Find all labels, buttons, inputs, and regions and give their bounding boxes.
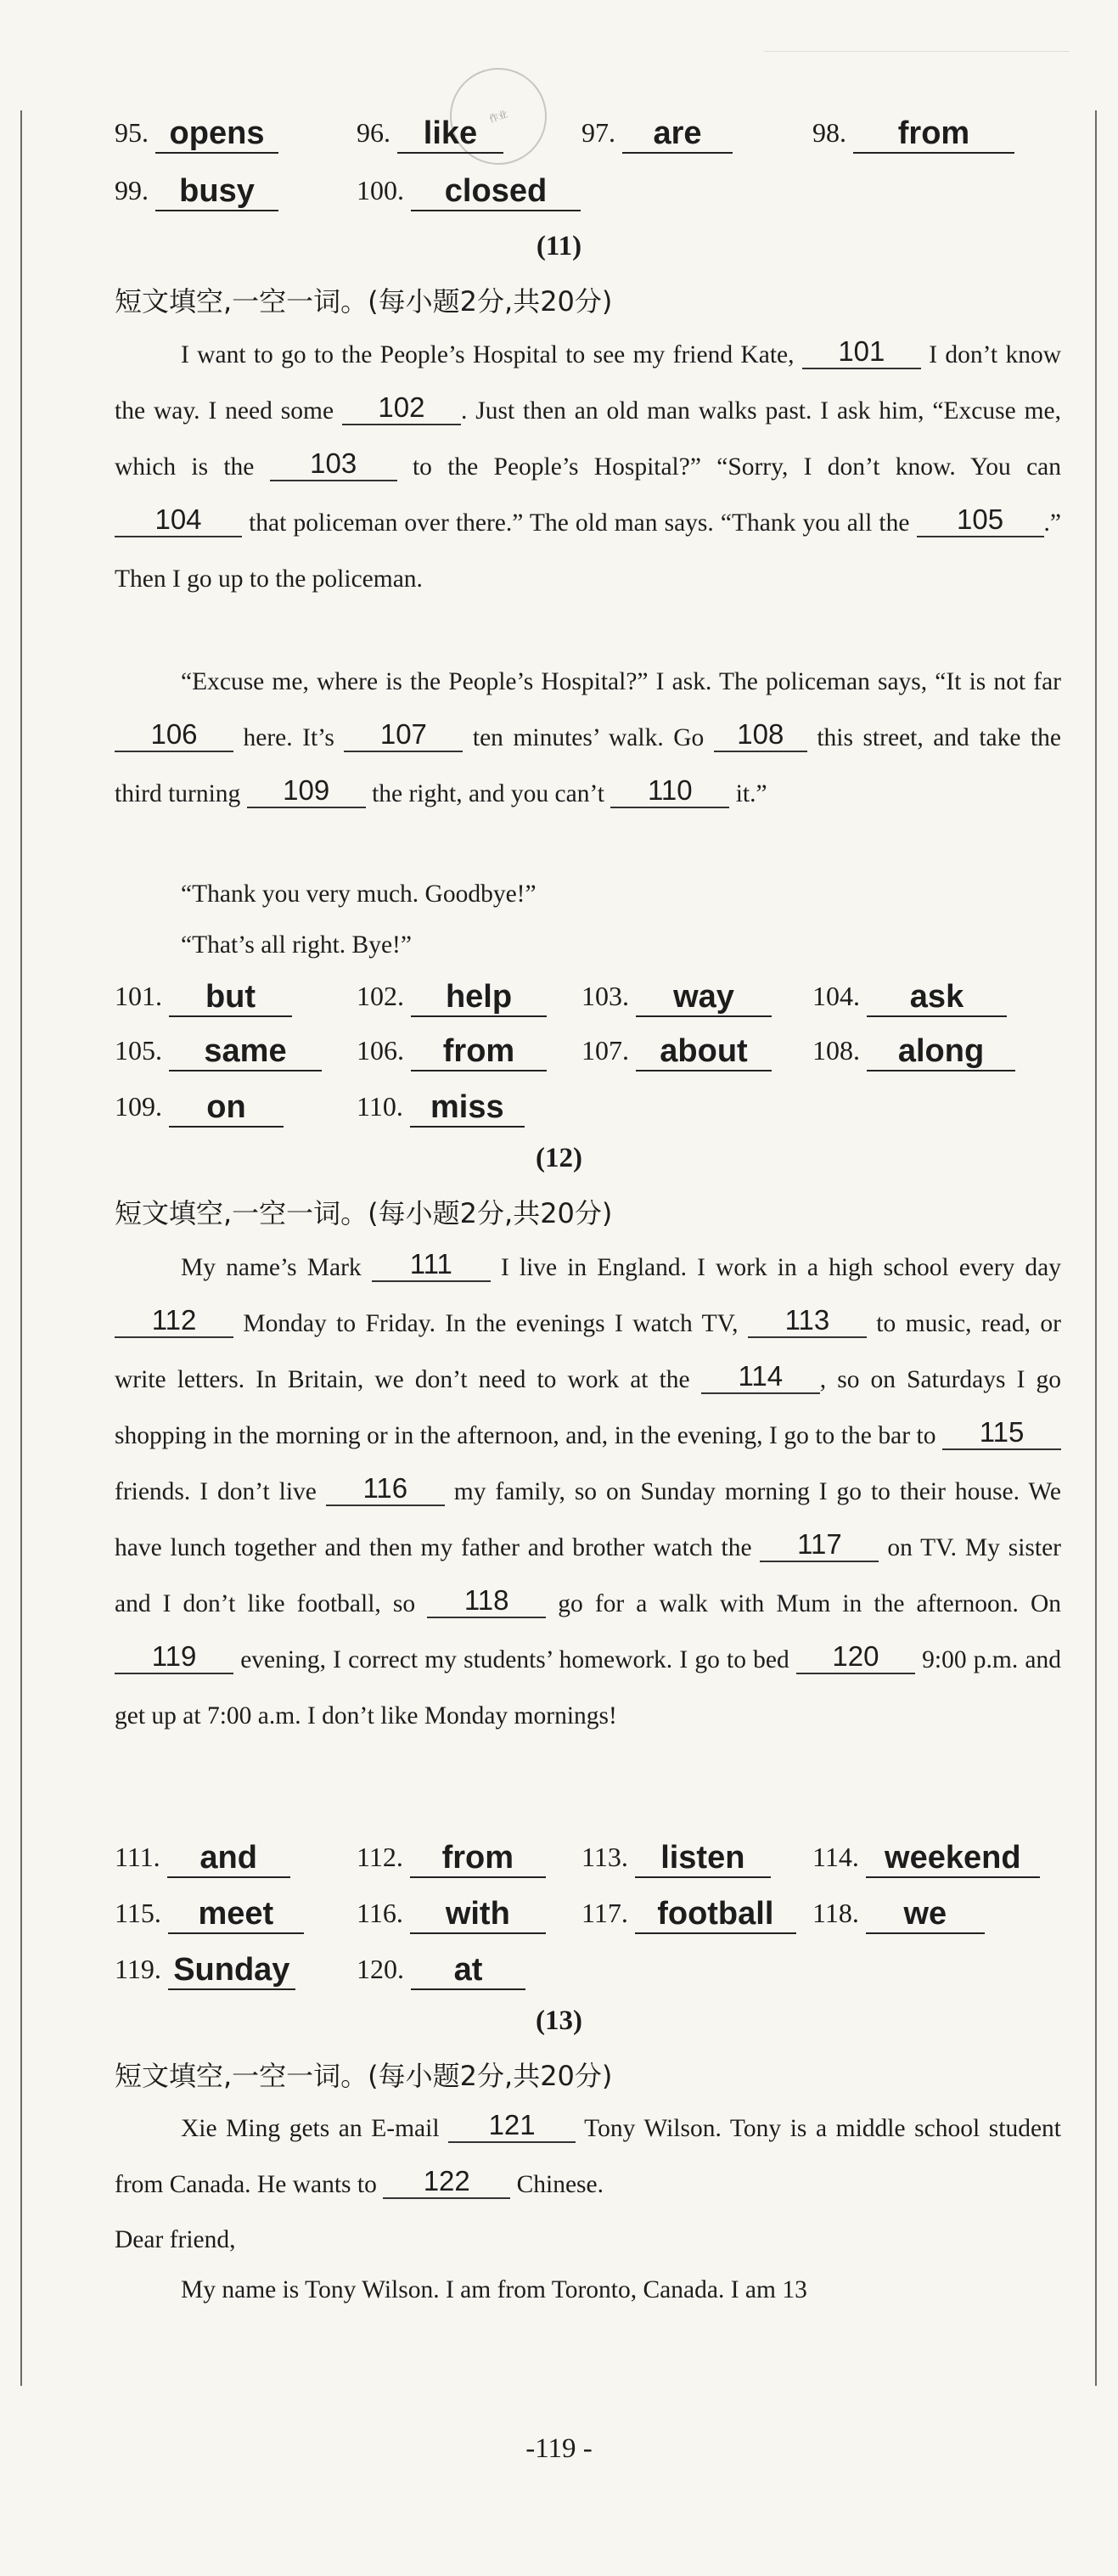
blank-122: 122	[383, 2165, 510, 2199]
blank-112: 112	[115, 1304, 233, 1338]
blank-116: 116	[326, 1472, 445, 1506]
answer-word: closed	[411, 172, 581, 211]
passage-text: go for a walk with Mum in the afternoon. On	[558, 1590, 1062, 1617]
passage-text: . Just then an old man walks past. I ask him, “Excuse me, which is the	[115, 397, 1062, 481]
dialogue-line-bye: “That’s all right. Bye!”	[181, 931, 412, 959]
section-12-heading: (12)	[536, 1143, 582, 1173]
letter-greeting: Dear friend,	[115, 2226, 236, 2253]
answer-114	[812, 1839, 1040, 1878]
answer-99	[115, 172, 278, 211]
blank-109: 109	[247, 774, 366, 808]
answer-number: 101.	[115, 981, 162, 1011]
answer-word: miss	[410, 1088, 525, 1128]
answer-word: about	[636, 1032, 772, 1071]
answer-120	[357, 1951, 525, 1990]
answer-word: opens	[155, 115, 278, 154]
blank-108: 108	[714, 718, 807, 752]
answer-word: with	[410, 1895, 546, 1934]
answer-103	[581, 978, 772, 1017]
blank-113: 113	[748, 1304, 867, 1338]
stamp-text: 作业	[487, 109, 509, 126]
passage-text: .” Then I go up to the policeman.	[115, 509, 1061, 593]
passage-text: 9:00 p.m. and get up at 7:00 a.m. I don’t like Monday mornings!	[115, 1646, 1061, 1730]
answer-number: 98.	[812, 117, 846, 148]
passage-text: ten minutes’ walk. Go	[472, 724, 705, 751]
answer-95	[115, 115, 278, 154]
section-12-paragraph-1	[115, 1240, 1061, 1744]
answer-105	[115, 1032, 322, 1071]
blank-111: 111	[372, 1248, 491, 1282]
answer-number: 106.	[357, 1035, 404, 1066]
answer-number: 117.	[581, 1898, 628, 1928]
bleed-through-line	[764, 51, 1070, 52]
blank-105: 105	[917, 503, 1044, 537]
answer-word: same	[169, 1032, 322, 1071]
answer-word: but	[169, 978, 292, 1017]
passage-text: My name’s Mark	[181, 1254, 362, 1281]
answer-number: 103.	[581, 981, 629, 1011]
answer-word: football	[635, 1895, 796, 1934]
answer-word: busy	[155, 172, 278, 211]
answer-row-119-120	[115, 1951, 1074, 2002]
answer-word: from	[410, 1839, 546, 1878]
answer-110	[357, 1088, 525, 1128]
answer-97	[581, 115, 733, 154]
passage-text: my family, so on Sunday morning I go to their house. We have lunch together and then my father and brother watch the	[115, 1478, 1061, 1561]
answer-number: 107.	[581, 1035, 629, 1066]
answer-106	[357, 1032, 547, 1071]
answer-number: 113.	[581, 1842, 628, 1872]
answer-109	[115, 1088, 284, 1128]
answer-number: 112.	[357, 1842, 403, 1872]
passage-text: it.”	[735, 780, 767, 807]
answer-row-101-104	[115, 978, 1074, 1029]
blank-102: 102	[342, 391, 461, 425]
answer-101	[115, 978, 292, 1017]
section-13-heading: (13)	[536, 2005, 582, 2036]
passage-text: Chinese.	[516, 2171, 604, 2198]
answer-number: 105.	[115, 1035, 162, 1066]
answer-number: 119.	[115, 1954, 161, 1984]
section-11-paragraph-1	[115, 327, 1061, 607]
blank-107: 107	[344, 718, 463, 752]
answer-word: way	[636, 978, 772, 1017]
answer-112	[357, 1839, 546, 1878]
answer-number: 97.	[581, 117, 615, 148]
answer-word: we	[866, 1895, 985, 1934]
answer-100	[357, 172, 581, 211]
answer-word: like	[397, 115, 503, 154]
answer-row-95-98	[115, 115, 1074, 166]
answer-row-105-108	[115, 1032, 1074, 1083]
answer-number: 118.	[812, 1898, 859, 1928]
passage-text: Monday to Friday. In the evenings I watch TV,	[243, 1310, 739, 1337]
answer-102	[357, 978, 547, 1017]
passage-text: on TV. My sister and I don’t like football, so	[115, 1534, 1062, 1617]
answer-word: are	[622, 115, 733, 154]
answer-116	[357, 1895, 546, 1934]
section-11-paragraph-2	[115, 654, 1061, 822]
answer-number: 109.	[115, 1091, 162, 1122]
answer-word: ask	[867, 978, 1007, 1017]
answer-115	[115, 1895, 304, 1934]
passage-text: Tony Wilson. Tony is a middle school student from Canada. He wants to	[115, 2115, 1061, 2198]
answer-113	[581, 1839, 771, 1878]
left-margin-rule	[20, 110, 22, 2386]
answer-row-109-110	[115, 1088, 1074, 1139]
blank-110: 110	[610, 774, 729, 808]
answer-number: 120.	[357, 1954, 404, 1984]
section-13-paragraph-2: My name is Tony Wilson. I am from Toronto, Canada. I am 13	[181, 2276, 807, 2303]
answer-number: 102.	[357, 981, 404, 1011]
answer-number: 108.	[812, 1035, 860, 1066]
answer-number: 115.	[115, 1898, 161, 1928]
answer-word: listen	[635, 1839, 771, 1878]
section-13-paragraph-1	[115, 2101, 1061, 2213]
blank-118: 118	[427, 1584, 546, 1618]
blank-104: 104	[115, 503, 242, 537]
passage-text: here. It’s	[243, 724, 334, 751]
answer-word: and	[167, 1839, 290, 1878]
passage-text: I live in England. I work in a high school every day	[500, 1254, 1062, 1281]
blank-103: 103	[270, 447, 397, 481]
answer-row-115-118	[115, 1895, 1074, 1946]
passage-text: evening, I correct my students’ homework. I go to bed	[240, 1646, 789, 1673]
blank-101: 101	[802, 335, 921, 369]
passage-text: I want to go to the People’s Hospital to see my friend Kate,	[181, 341, 795, 368]
dialogue-line-thanks: “Thank you very much. Goodbye!”	[181, 880, 537, 908]
answer-number: 114.	[812, 1842, 859, 1872]
answer-number: 116.	[357, 1898, 403, 1928]
right-margin-rule	[1095, 110, 1097, 2386]
answer-word: from	[411, 1032, 547, 1071]
answer-word: on	[169, 1088, 284, 1128]
answer-number: 99.	[115, 175, 149, 205]
answer-word: from	[853, 115, 1014, 154]
blank-121: 121	[448, 2109, 576, 2143]
passage-text: I don’t know the way. I need some	[115, 341, 1062, 425]
answer-number: 104.	[812, 981, 860, 1011]
section-11-heading: (11)	[536, 231, 582, 262]
answer-111	[115, 1839, 290, 1878]
answer-row-111-114	[115, 1839, 1074, 1890]
answer-word: Sunday	[168, 1951, 295, 1990]
answer-117	[581, 1895, 796, 1934]
blank-120: 120	[796, 1640, 915, 1674]
passage-text: to the People’s Hospital?” “Sorry, I don’t know. You can	[412, 453, 1062, 481]
passage-text: this street, and take the third turning	[115, 724, 1062, 807]
answer-number: 110.	[357, 1091, 403, 1122]
answer-number: 95.	[115, 117, 149, 148]
page-number: -119 -	[525, 2433, 593, 2464]
passage-text: to music, read, or write letters. In Britain, we don’t need to work at the	[115, 1310, 1062, 1393]
answer-118	[812, 1895, 985, 1934]
answer-word: at	[411, 1951, 525, 1990]
section-13-instruction: 短文填空,一空一词。(每小题2分,共20分)	[115, 2060, 613, 2092]
answer-word: along	[867, 1032, 1015, 1071]
answer-98	[812, 115, 1014, 154]
answer-96	[357, 115, 503, 154]
passage-text: Xie Ming gets an E-mail	[181, 2115, 440, 2142]
blank-117: 117	[760, 1528, 879, 1562]
answer-108	[812, 1032, 1015, 1071]
passage-text: that policeman over there.” The old man says. “Thank you all the	[249, 509, 910, 537]
answer-number: 96.	[357, 117, 390, 148]
passage-text: “Excuse me, where is the People’s Hospital?” I ask. The policeman says, “It is not far	[181, 668, 1061, 695]
answer-word: help	[411, 978, 547, 1017]
blank-115: 115	[942, 1416, 1061, 1450]
answer-107	[581, 1032, 772, 1071]
blank-114: 114	[701, 1360, 820, 1394]
answer-number: 100.	[357, 175, 404, 205]
passage-text: friends. I don’t live	[115, 1478, 317, 1505]
section-12-instruction: 短文填空,一空一词。(每小题2分,共20分)	[115, 1197, 613, 1229]
answer-104	[812, 978, 1007, 1017]
answer-row-99-100	[115, 172, 1074, 223]
passage-text: the right, and you can’t	[372, 780, 604, 807]
answer-word: weekend	[866, 1839, 1040, 1878]
section-11-instruction: 短文填空,一空一词。(每小题2分,共20分)	[115, 285, 613, 318]
passage-text: , so on Saturdays I go shopping in the morning or in the afternoon, and, in the evening, I go to the bar to	[115, 1366, 1062, 1449]
answer-119	[115, 1951, 295, 1990]
blank-119: 119	[115, 1640, 233, 1674]
answer-number: 111.	[115, 1842, 160, 1872]
answer-word: meet	[168, 1895, 304, 1934]
blank-106: 106	[115, 718, 233, 752]
